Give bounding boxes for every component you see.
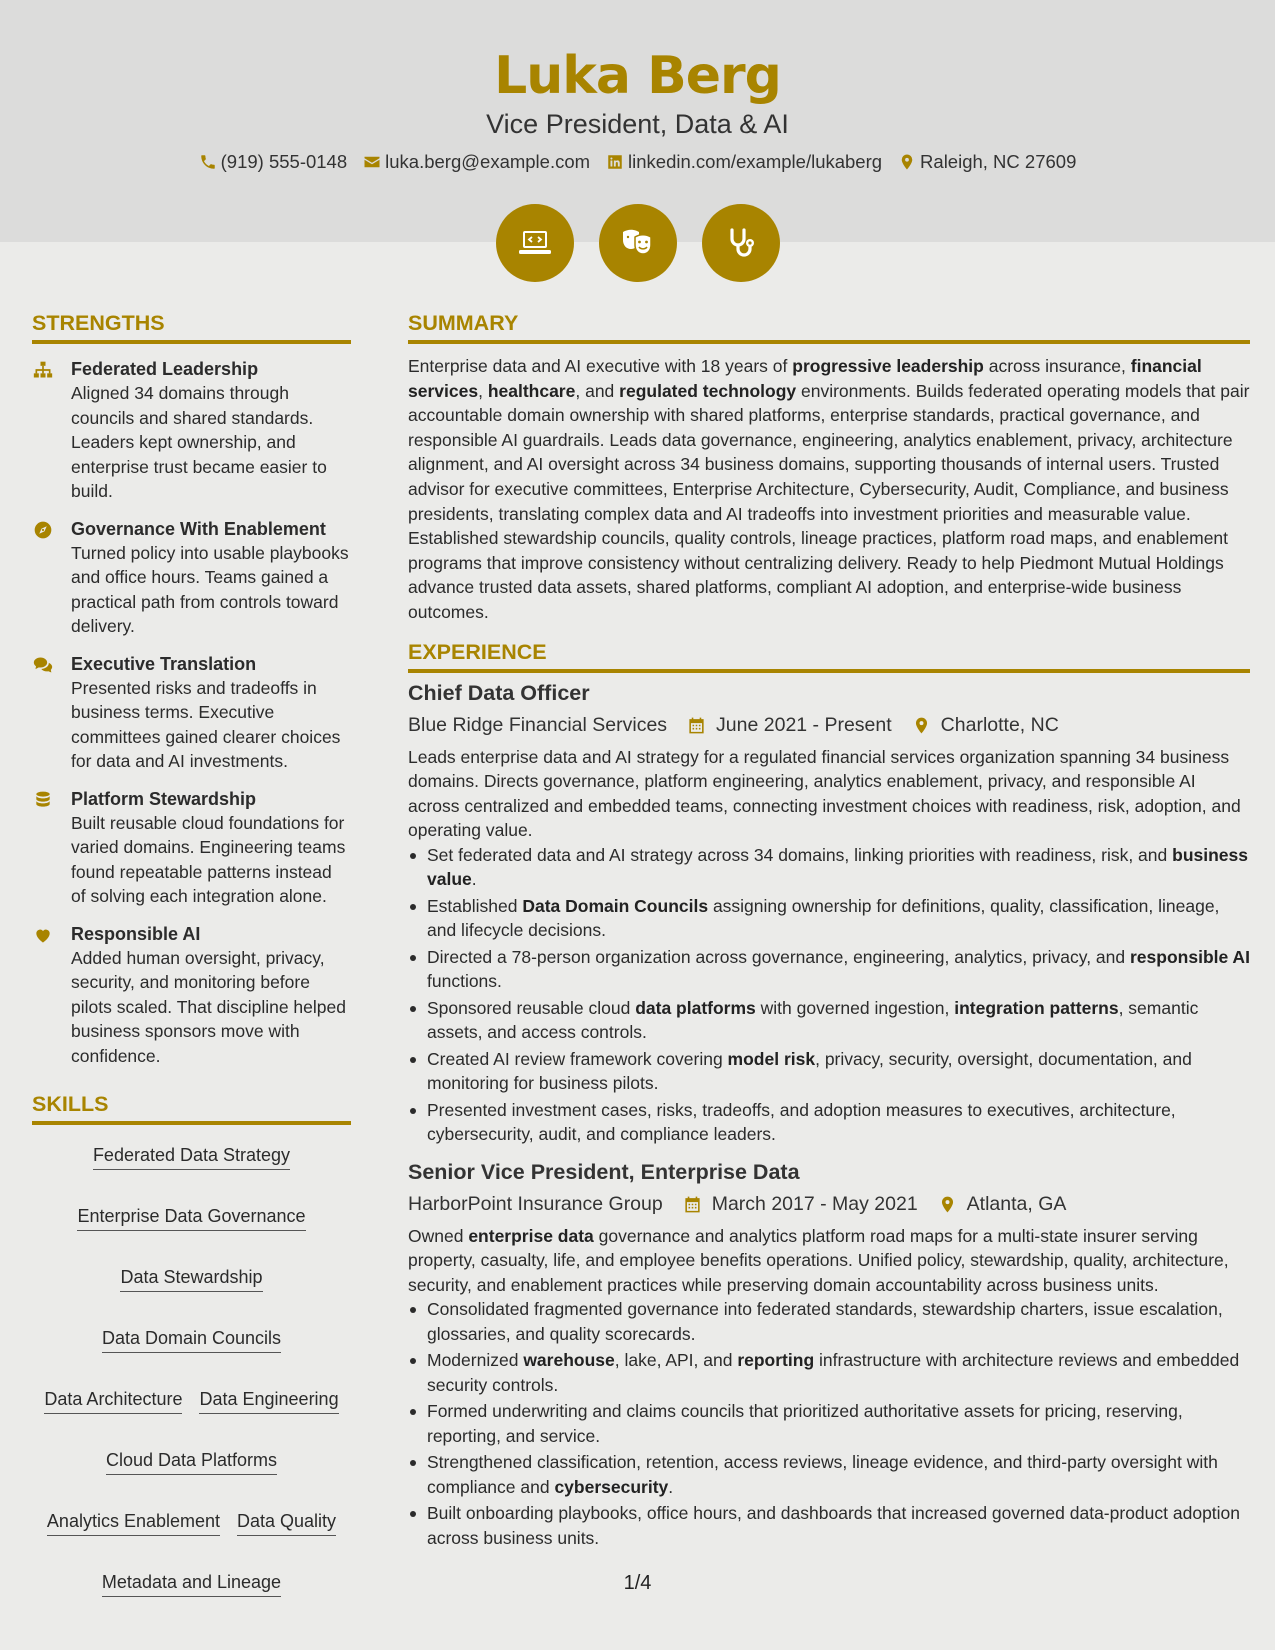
strength-item xyxy=(32,517,351,639)
email-icon xyxy=(363,153,381,171)
calendar-icon xyxy=(683,1195,702,1214)
candidate-title: Vice President, Data & AI xyxy=(486,109,789,139)
skill-tag: Data Architecture xyxy=(44,1387,182,1414)
strength-name: Platform Stewardship xyxy=(71,788,257,809)
job-bullets xyxy=(408,1297,1250,1550)
job-bullet: Formed underwriting and claims councils that prioritized authoritative assets for pricing, reserving, reporting, and service. xyxy=(408,1399,1250,1448)
strength-desc: Added human oversight, privacy, security, and monitoring before pilots scaled. That discipline helped business sponsors move with confidence. xyxy=(71,947,346,1066)
contact-location-text: Raleigh, NC 27609 xyxy=(920,151,1077,172)
calendar-icon xyxy=(687,716,706,735)
job-dates xyxy=(683,1193,918,1216)
heart-icon xyxy=(33,925,53,945)
theater-masks-icon xyxy=(618,223,658,263)
job-description: Owned enterprise data governance and analytics platform road maps for a multi-state insurer serving property, casualty, life, and employee benefits operations. Unified policy, stewardship, quality, architecture, security, and enablement practices while preserving domain accountability across business units. xyxy=(408,1225,1229,1295)
job-company xyxy=(408,714,667,737)
contact-linkedin-text: linkedin.com/example/lukaberg xyxy=(628,151,883,172)
badge-laptop xyxy=(496,204,574,282)
job-bullet: Created AI review framework covering model risk, privacy, security, oversight, documentation, and monitoring for business pilots. xyxy=(408,1047,1250,1096)
skills-list xyxy=(32,1143,351,1597)
skill-tag: Data Stewardship xyxy=(120,1265,262,1292)
job-company-text: HarborPoint Insurance Group xyxy=(408,1192,663,1215)
strength-desc: Aligned 34 domains through councils and shared standards. Leaders kept ownership, and enterprise trust became easier to build. xyxy=(71,383,327,501)
skill-tag: Data Engineering xyxy=(199,1387,338,1414)
strength-desc: Turned policy into usable playbooks and office hours. Teams gained a practical path from controls toward delivery. xyxy=(71,542,349,636)
contact-phone-text: (919) 555-0148 xyxy=(220,151,348,172)
skills-heading: SKILLS xyxy=(32,1092,351,1125)
linkedin-icon xyxy=(606,153,624,171)
job-meta xyxy=(408,1193,1250,1216)
skill-tag: Metadata and Lineage xyxy=(102,1570,281,1597)
contact-bar xyxy=(0,151,1275,173)
strength-item xyxy=(32,357,351,504)
job-dates-text: March 2017 - May 2021 xyxy=(711,1192,918,1215)
job-bullet: Directed a 78-person organization across governance, engineering, analytics, privacy, and responsible AI functions. xyxy=(408,945,1250,994)
contact-linkedin[interactable] xyxy=(606,151,882,173)
job-location xyxy=(938,1193,1067,1216)
job-bullet: Consolidated fragmented governance into federated standards, stewardship charters, issue escalation, glossaries, and quality scorecards. xyxy=(408,1297,1250,1346)
job-bullet: Set federated data and AI strategy across 34 domains, linking priorities with readiness, risk, and business value. xyxy=(408,843,1250,892)
badge-stethoscope xyxy=(702,204,780,282)
job-entry xyxy=(408,1160,1250,1551)
right-column xyxy=(408,311,1250,1552)
strength-name: Governance With Enablement xyxy=(71,518,326,539)
job-bullet: Presented investment cases, risks, tradeoffs, and adoption measures to executives, architecture, cybersecurity, audit, and compliance leaders. xyxy=(408,1098,1250,1147)
skill-tag: Cloud Data Platforms xyxy=(106,1448,277,1475)
job-dates-text: June 2021 - Present xyxy=(716,713,892,736)
left-column xyxy=(32,311,351,1597)
job-bullet: Strengthened classification, retention, access reviews, lineage evidence, and third-party oversight with compliance and cybersecurity. xyxy=(408,1450,1250,1499)
location-icon xyxy=(898,153,916,171)
strengths-heading: STRENGTHS xyxy=(32,311,351,344)
job-bullet: Established Data Domain Councils assigning ownership for definitions, quality, classification, lineage, and lifecycle decisions. xyxy=(408,894,1250,943)
experience-heading: EXPERIENCE xyxy=(408,640,1250,673)
skill-tag: Data Quality xyxy=(237,1509,336,1536)
compass-icon xyxy=(33,520,53,540)
badge-masks xyxy=(599,204,677,282)
job-bullet: Sponsored reusable cloud data platforms with governed ingestion, integration patterns, semantic assets, and access controls. xyxy=(408,996,1250,1045)
stethoscope-icon xyxy=(721,223,761,263)
skill-tag: Data Domain Councils xyxy=(102,1326,281,1353)
location-icon xyxy=(912,716,931,735)
job-entry xyxy=(408,681,1250,1147)
contact-email[interactable] xyxy=(363,151,590,173)
laptop-code-icon xyxy=(515,223,555,263)
job-role: Chief Data Officer xyxy=(408,680,590,705)
strength-name: Responsible AI xyxy=(71,923,201,944)
skill-tag: Enterprise Data Governance xyxy=(77,1204,305,1231)
job-bullet: Modernized warehouse, lake, API, and reporting infrastructure with architecture reviews and embedded security controls. xyxy=(408,1348,1250,1397)
database-icon xyxy=(33,790,53,810)
strength-item xyxy=(32,787,351,909)
job-bullets xyxy=(408,843,1250,1147)
candidate-name: Luka Berg xyxy=(494,46,781,106)
strength-item xyxy=(32,652,351,774)
strength-desc: Built reusable cloud foundations for varied domains. Engineering teams found repeatable patterns instead of solving each integration alone. xyxy=(71,812,346,906)
skill-tag: Federated Data Strategy xyxy=(93,1143,290,1170)
page-number: 1/4 xyxy=(623,1572,652,1594)
contact-location[interactable] xyxy=(898,151,1076,173)
summary-text: Enterprise data and AI executive with 18 years of progressive leadership across insurance, financial services, healthcare, and regulated technology environments. Builds federated operating models that pair accountable domain ownership with shared platforms, enterprise standards, practical governance, and responsible AI guardrails. Leads data governance, engineering, analytics enablement, privacy, architecture alignment, and AI oversight across 34 business domains, supporting thousands of internal users. Trusted advisor for executive committees, Enterprise Architecture, Cybersecurity, Audit, Compliance, and business presidents, translating complex data and AI tradeoffs into investment priorities and measurable value. Established stewardship councils, quality controls, lineage practices, platform road maps, and enablement programs that improve consistency without centralizing delivery. Ready to help Piedmont Mutual Holdings advance trusted data assets, shared platforms, compliant AI adoption, and enterprise-wide business outcomes. xyxy=(408,356,1250,622)
org-chart-icon xyxy=(33,360,53,380)
job-location-text: Charlotte, NC xyxy=(940,713,1059,736)
job-meta xyxy=(408,714,1250,737)
interest-badges xyxy=(0,204,1275,282)
job-dates xyxy=(687,714,892,737)
phone-icon xyxy=(199,153,217,171)
skill-tag: Analytics Enablement xyxy=(47,1509,220,1536)
strength-name: Federated Leadership xyxy=(71,359,259,379)
job-role: Senior Vice President, Enterprise Data xyxy=(408,1159,800,1184)
comments-icon xyxy=(33,655,53,675)
contact-phone[interactable] xyxy=(199,151,348,173)
strength-item xyxy=(32,922,351,1069)
job-bullet: Built onboarding playbooks, office hours, and dashboards that increased governed data-product adoption across business units. xyxy=(408,1501,1250,1550)
strength-desc: Presented risks and tradeoffs in business terms. Executive committees gained clearer choices for data and AI investments. xyxy=(71,677,341,771)
job-location-text: Atlanta, GA xyxy=(966,1192,1067,1215)
job-company xyxy=(408,1193,663,1216)
location-icon xyxy=(938,1195,957,1214)
job-company-text: Blue Ridge Financial Services xyxy=(408,713,668,736)
job-location xyxy=(912,714,1059,737)
strength-name: Executive Translation xyxy=(71,653,257,674)
contact-email-text: luka.berg@example.com xyxy=(385,151,591,172)
summary-heading: SUMMARY xyxy=(408,311,1250,344)
job-description: Leads enterprise data and AI strategy for a regulated financial services organization spanning 34 business domains. Directs governance, platform engineering, analytics enablement, privacy, and responsible AI across centralized and embedded teams, connecting investment choices with readiness, risk, adoption, and operating value. xyxy=(408,746,1241,841)
